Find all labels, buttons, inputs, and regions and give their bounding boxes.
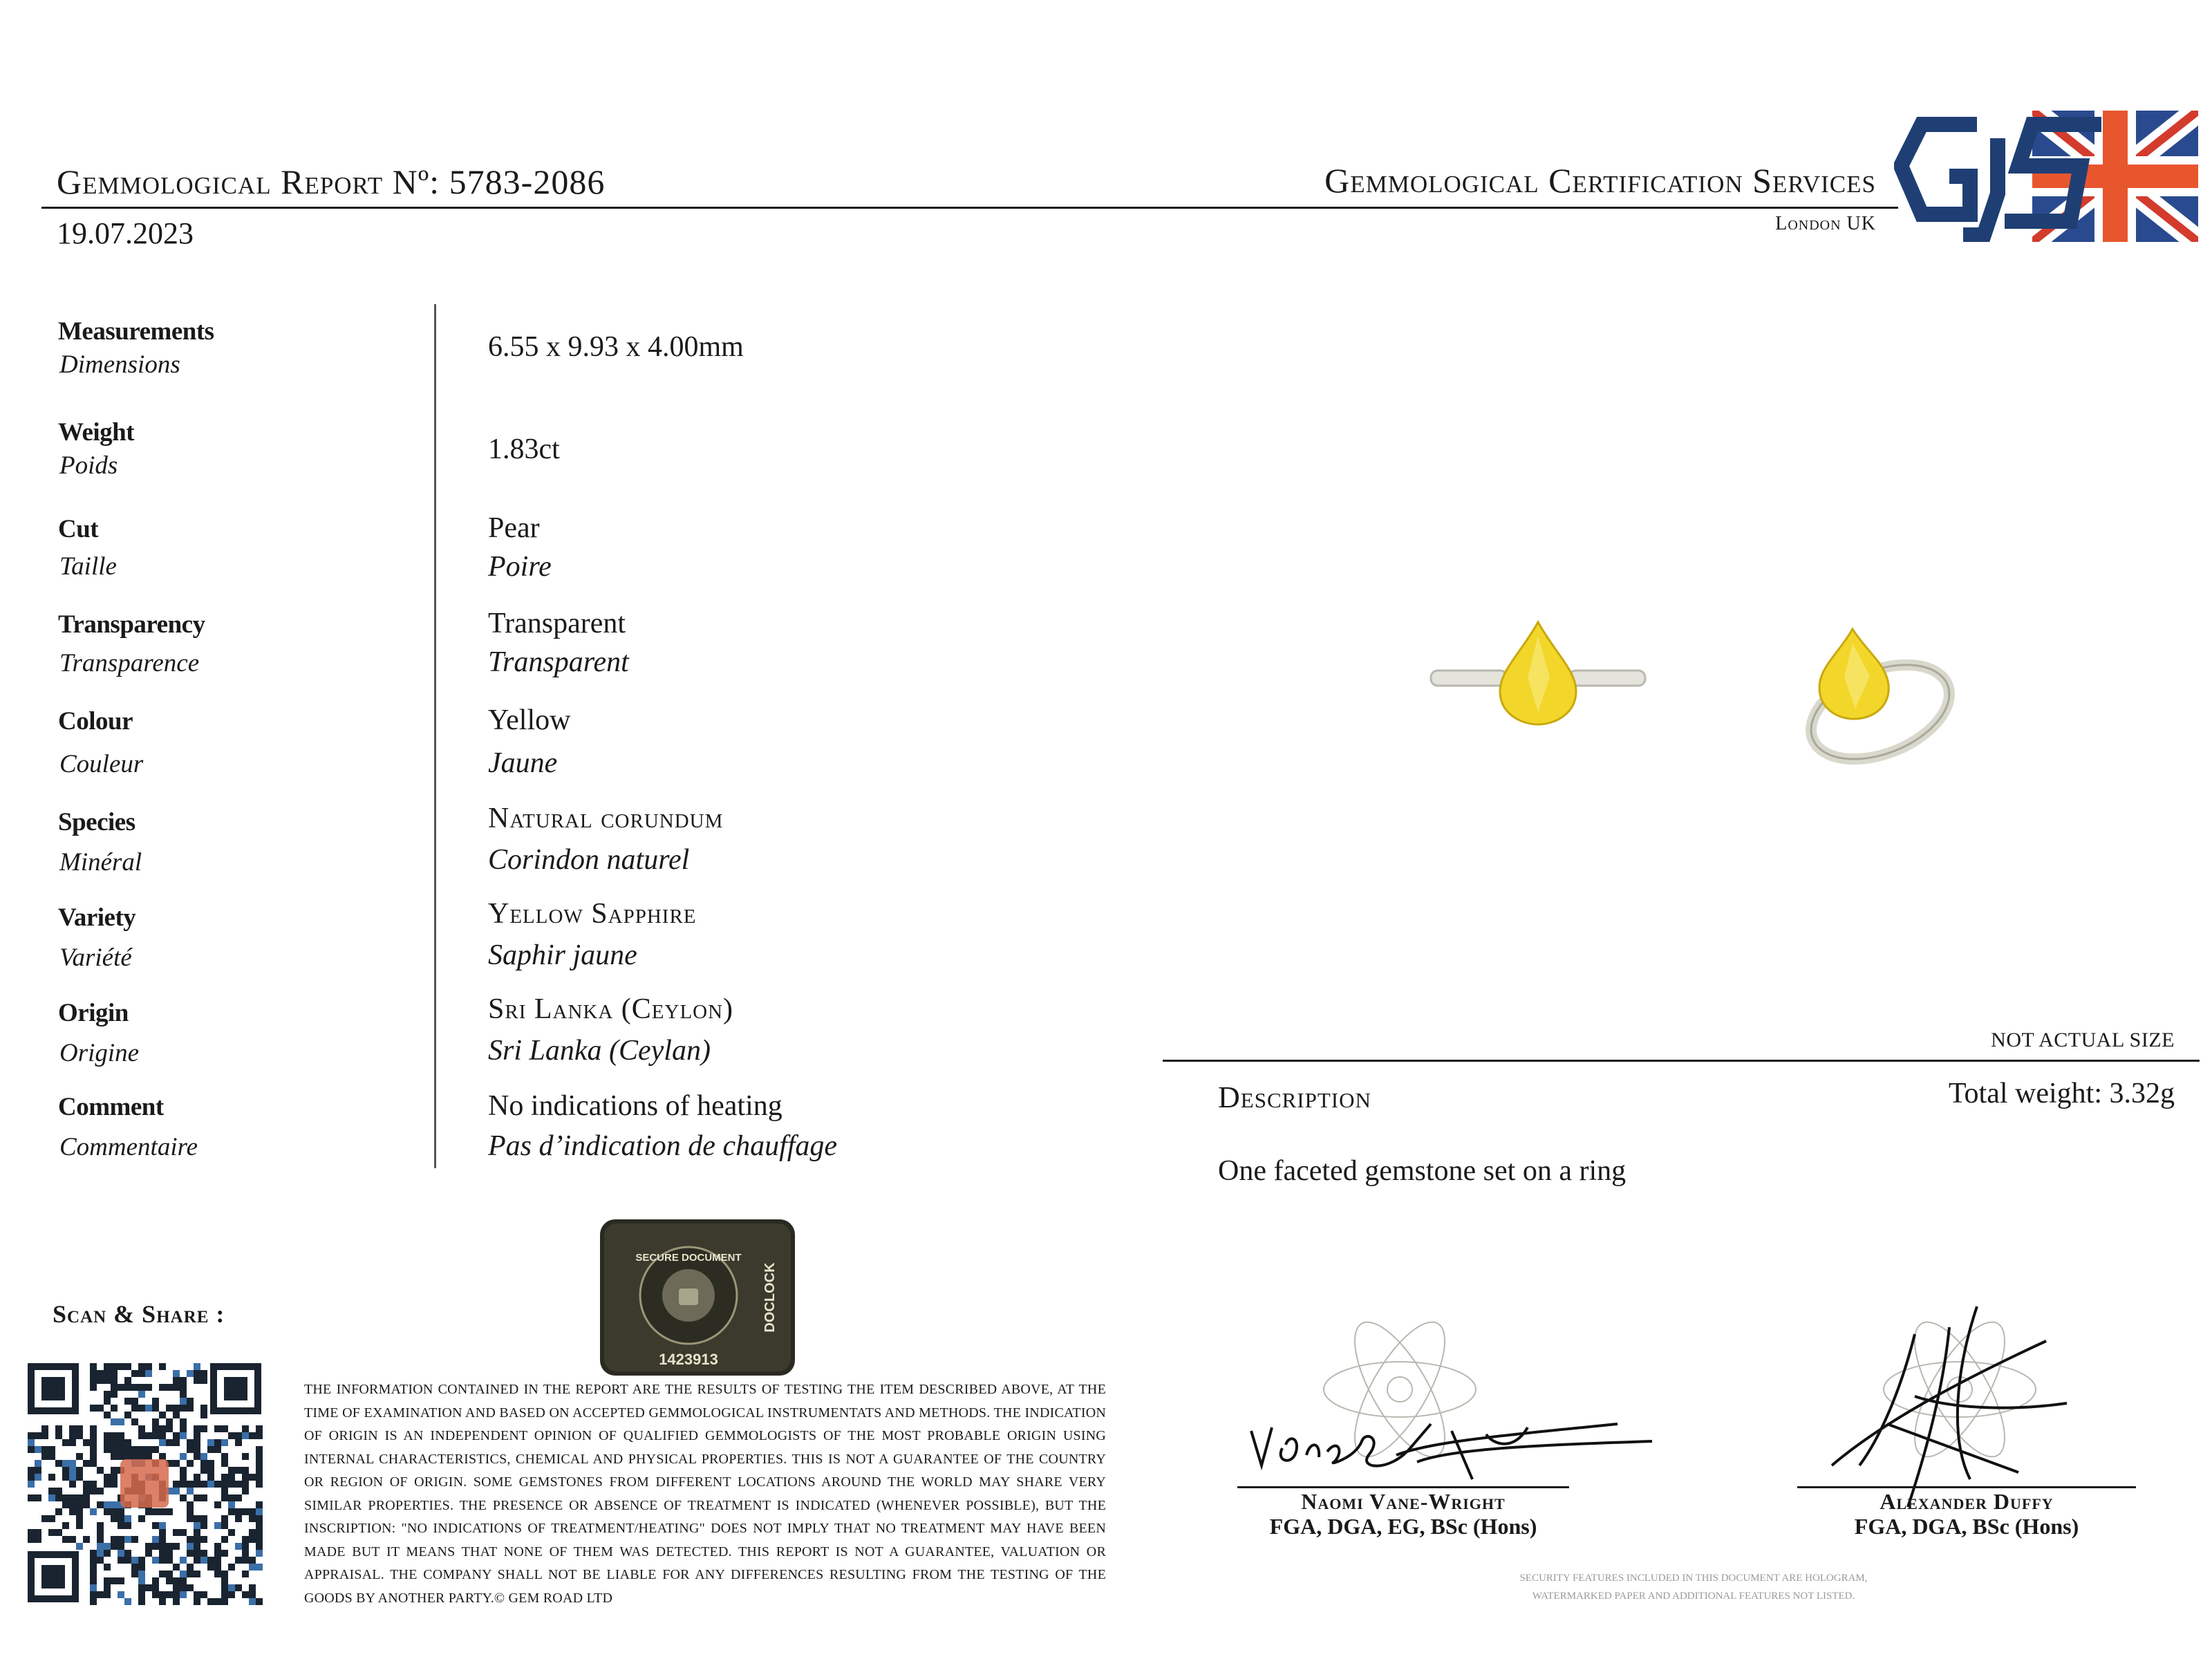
seal-brand: DOCLOCK	[762, 1262, 778, 1333]
label-cut: Cut	[58, 515, 99, 543]
label-colour: Colour	[58, 707, 133, 735]
padlock-icon	[679, 1288, 698, 1305]
qr-center-logo-icon	[120, 1459, 169, 1508]
report-title: Gemmological Report Nº: 5783-2086	[57, 162, 606, 201]
gem-photo	[1396, 594, 2018, 802]
signature-line-left	[1237, 1486, 1569, 1488]
label-origin-fr: Origine	[59, 1039, 140, 1067]
gcs-logo	[1894, 111, 2198, 242]
label-cut-fr: Taille	[59, 552, 117, 581]
label-species: Species	[58, 808, 135, 836]
label-measurements: Measurements	[58, 317, 214, 346]
atom-watermark-left	[1324, 1310, 1476, 1470]
not-actual-size-note: NOT ACTUAL SIZE	[1991, 1029, 2175, 1051]
label-transparency-fr: Transparence	[59, 649, 200, 677]
label-comment: Comment	[58, 1093, 164, 1121]
value-weight: 1.83ct	[488, 433, 560, 465]
header-rule	[41, 207, 1898, 209]
value-comment: No indications of heating	[488, 1090, 782, 1122]
ring-front-view	[1431, 622, 1645, 724]
value-species-fr: Corindon naturel	[488, 844, 690, 876]
seal-number: 1423913	[659, 1351, 718, 1368]
scan-share-label: Scan & Share :	[53, 1300, 225, 1328]
qr-code[interactable]	[24, 1359, 265, 1606]
label-measurements-fr: Dimensions	[59, 350, 180, 379]
label-species-fr: Minéral	[59, 848, 142, 877]
label-weight: Weight	[58, 418, 135, 447]
label-variety-fr: Variété	[59, 944, 132, 972]
value-colour: Yellow	[488, 704, 571, 736]
signature-duffy	[1832, 1306, 2067, 1507]
signatory-quals-2: FGA, DGA, BSc (Hons)	[1854, 1514, 2079, 1539]
signatory-name-1: Naomi Vane-Wright	[1301, 1489, 1506, 1514]
value-origin: Sri Lanka (Ceylon)	[488, 993, 734, 1025]
description-title: Description	[1218, 1080, 1371, 1114]
label-variety: Variety	[58, 903, 136, 932]
value-colour-fr: Jaune	[488, 747, 558, 779]
value-transparency-fr: Transparent	[488, 646, 629, 678]
label-origin: Origin	[58, 999, 129, 1027]
value-variety-fr: Saphir jaune	[488, 939, 637, 971]
value-origin-fr: Sri Lanka (Ceylan)	[488, 1035, 711, 1067]
label-comment-fr: Commentaire	[59, 1133, 198, 1161]
ring-angled-view	[1797, 629, 1963, 778]
table-divider	[434, 304, 436, 1168]
label-weight-fr: Poids	[59, 451, 118, 480]
disclaimer-text: THE INFORMATION CONTAINED IN THE REPORT ARE THE RESULTS OF TESTING THE ITEM DESCRIBED ABOVE, AT THE TIME OF EXAMINATION AND BASED ON ACCEPTED GEMMOLOGICAL INSTRUMENTATS AND METHODS. THE INDICATION OF ORIGIN IS AN INDEPENDENT OPINION OF QUALIFIED GEMMOLOGISTS OF THE MOST PROBABLE ORIGIN USING INTERNAL CHARACTERISTICS, CHEMICAL AND PHYSICAL PROPERTIES. THIS IS NOT A GUARANTEE OF THE COUNTRY OR REGION OF ORIGIN. SOME GEMSTONES FROM DIFFERENT LOCATIONS AROUND THE WORLD MAY SHARE VERY SIMILAR PROPERTIES. THE PRESENCE OR ABSENCE OF TREATMENT IS INDICATED (WHENEVER POSSIBLE), BUT THE INSCRIPTION: "NO INDICATIONS OF TREATMENT/HEATING" DOES NOT IMPLY THAT NO TREATMENT MAY HAVE BEEN MADE BUT IT MEANS THAT NONE OF THEM WAS DETECTED. THIS REPORT IS NOT A GUARANTEE, VALUATION OR APPRAISAL. THE COMPANY SHALL NOT BE LIABLE FOR ANY DIFFERENCES RESULTING FROM THE TESTING OF THE GOODS BY ANOTHER PARTY.© GEM ROAD LTD	[304, 1382, 1106, 1606]
value-cut-fr: Poire	[488, 551, 552, 583]
value-variety: Yellow Sapphire	[488, 898, 697, 930]
signature-vane-wright	[1251, 1424, 1652, 1479]
security-note: SECURITY FEATURES INCLUDED IN THIS DOCUMENT ARE HOLOGRAM, WATERMARKED PAPER AND ADDITIONAL FEATURES NOT LISTED.	[1519, 1573, 1868, 1602]
doclock-seal	[600, 1219, 795, 1376]
signatory-name-2: Alexander Duffy	[1880, 1489, 2054, 1514]
qr-finder-top-left	[28, 1363, 79, 1414]
label-colour-fr: Couleur	[59, 750, 144, 778]
value-measurements: 6.55 x 9.93 x 4.00mm	[488, 331, 744, 363]
value-comment-fr: Pas d’indication de chauffage	[488, 1130, 838, 1162]
qr-finder-top-right	[210, 1363, 261, 1414]
description-rule	[1163, 1060, 2200, 1062]
description-text: One faceted gemstone set on a ring	[1218, 1155, 1627, 1187]
company-name: Gemmological Certification Services	[1324, 161, 1876, 200]
value-species: Natural corundum	[488, 803, 724, 834]
value-transparency: Transparent	[488, 608, 626, 639]
signatory-quals-1: FGA, DGA, EG, BSc (Hons)	[1269, 1514, 1537, 1539]
total-weight: Total weight: 3.32g	[1948, 1078, 2175, 1109]
seal-text: SECURE DOCUMENT	[635, 1252, 742, 1264]
label-transparency: Transparency	[58, 610, 205, 639]
signature-line-right	[1797, 1486, 2136, 1488]
company-location: London UK	[1775, 213, 1876, 234]
qr-finder-bottom-left	[28, 1551, 79, 1602]
value-cut: Pear	[488, 512, 540, 544]
report-date: 19.07.2023	[57, 216, 194, 250]
